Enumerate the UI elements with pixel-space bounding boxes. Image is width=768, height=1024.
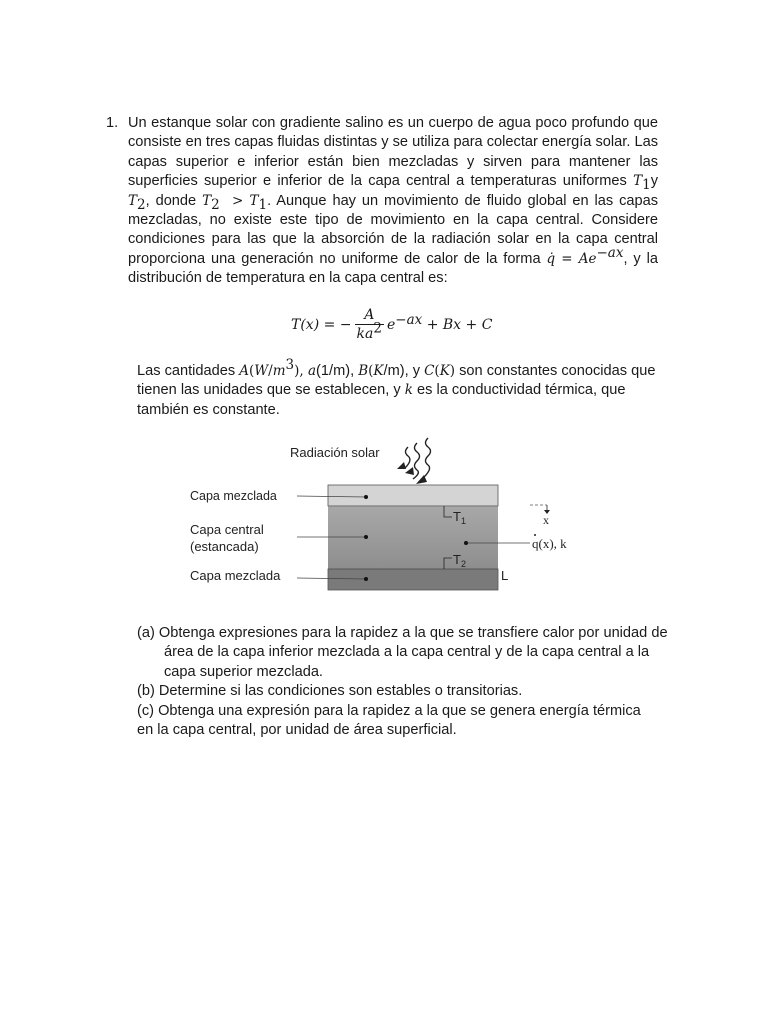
const-b-close: /m), y bbox=[383, 363, 425, 379]
leader-dot-central bbox=[364, 535, 368, 539]
radiation-arrow-icon bbox=[422, 438, 431, 479]
donde-text: , donde bbox=[145, 192, 203, 209]
const-b: B bbox=[358, 363, 369, 379]
var-t1: T bbox=[633, 173, 643, 190]
unit-m: m bbox=[272, 363, 286, 379]
const-a-low: a bbox=[307, 363, 317, 379]
const-c-close: ) bbox=[449, 363, 456, 379]
label-central-1: Capa central bbox=[190, 522, 264, 537]
const-post: son constantes conocidas que tienen las unidades que se establecen, y bbox=[137, 363, 656, 399]
const-pre: Las cantidades bbox=[137, 363, 240, 379]
const-a-open: ( bbox=[248, 363, 255, 379]
const-end: es la conductividad térmica, que también es constante. bbox=[137, 382, 626, 418]
label-l: L bbox=[501, 568, 509, 583]
unit-w: W bbox=[254, 363, 269, 379]
problem-number: 1. bbox=[106, 115, 119, 131]
unit-k1: K bbox=[373, 363, 384, 379]
const-k: k bbox=[404, 382, 413, 399]
qdot-dot bbox=[534, 534, 536, 536]
label-central-2: (estancada) bbox=[190, 539, 259, 554]
eq-numerator: A bbox=[364, 306, 375, 323]
central-layer bbox=[328, 506, 498, 569]
intro-text-1: Un estanque solar con gradiente salino es un cuerpo de agua poco profundo que consiste en tres capas fluidas distintas y se utiliza para colectar energía solar. Las capas superior e inferior están bien mezcladas y sirven para mantener las superficies superior e inferior de la capa central a temperaturas uniformes bbox=[128, 115, 658, 190]
radiation-label: Radiación solar bbox=[290, 445, 380, 460]
top-mixed-layer bbox=[328, 485, 498, 506]
var-t2-sub: 2 bbox=[137, 196, 146, 213]
eq-sign: = bbox=[555, 250, 579, 267]
arrowhead-icon bbox=[405, 467, 414, 475]
arrowhead-icon bbox=[397, 462, 406, 469]
eq-exp-base: e bbox=[386, 317, 396, 333]
label-t2: $T_2$ bbox=[453, 552, 466, 569]
radiation-wave-icon bbox=[405, 447, 410, 468]
eq-den-text: ka bbox=[356, 325, 374, 342]
intro-text-2: . Aunque hay un movimiento de fluido global en las capas mezcladas, no existe este tipo de movimiento en la capa central. Considere condiciones para las que la absorción de la radiación solar en la capa central proporciona una generación no uniforme de calor de la forma bbox=[128, 192, 659, 267]
const-a-unit: (1/m), bbox=[316, 363, 359, 379]
var-ae: Ae bbox=[578, 250, 597, 267]
cond-t1: T bbox=[249, 192, 259, 209]
leader-dot-bottom bbox=[364, 577, 368, 581]
label-top-layer: Capa mezclada bbox=[190, 489, 277, 503]
cond-gt: > bbox=[219, 192, 250, 209]
const-c: C bbox=[424, 363, 435, 379]
label-qk: q(x), k bbox=[532, 536, 567, 551]
unit-m-exp: 3 bbox=[285, 357, 295, 374]
question-b: (b) Determine si las condiciones son estables o transitorias. bbox=[137, 683, 523, 699]
const-a-cap: A bbox=[239, 363, 249, 379]
const-b-open: ( bbox=[368, 363, 374, 379]
eq-rhs: + Bx + C bbox=[422, 317, 493, 333]
var-qdot: q̇ bbox=[546, 250, 556, 267]
bottom-mixed-layer bbox=[328, 569, 498, 590]
const-c-open: ( bbox=[434, 363, 440, 379]
label-bottom-layer: Capa mezclada bbox=[190, 568, 281, 583]
question-c: (c) Obtenga una expresión para la rapidez a la que se genera energía térmica en la capa central, por unidad de área superficial. bbox=[137, 703, 641, 739]
unit-slash: / bbox=[268, 363, 273, 379]
cond-t2-sub: 2 bbox=[211, 196, 220, 213]
label-t1: $T_1$ bbox=[453, 509, 466, 526]
question-a: (a) Obtenga expresiones para la rapidez a la que se transfiere calor por unidad de área de la capa inferior mezclada a la capa central y de la capa central a la capa superior mezclada. bbox=[137, 625, 668, 680]
cond-t2: T bbox=[202, 192, 212, 209]
var-ae-exp: −ax bbox=[596, 244, 624, 261]
leader-dot-top bbox=[364, 495, 368, 499]
eq-den-exp: 2 bbox=[373, 319, 382, 336]
radiation-wave-icon bbox=[413, 443, 420, 479]
var-t1-sub: 1 bbox=[642, 177, 651, 194]
var-t2: T bbox=[128, 192, 138, 209]
intro-text-3: , y la distribución de temperatura en la capa central es: bbox=[128, 250, 658, 287]
leader-dot-qk bbox=[464, 541, 468, 545]
conj-y: y bbox=[650, 173, 658, 190]
const-a-close: ), bbox=[294, 363, 308, 379]
unit-k2: K bbox=[439, 363, 450, 379]
temperature-equation: T(x) = − $\frac{A}{ka^2}$ e $^{-ax}$ + Bx + C bbox=[291, 306, 493, 342]
eq-lhs: T(x) = − bbox=[291, 317, 352, 333]
label-x: x bbox=[543, 513, 549, 527]
cond-t1-sub: 1 bbox=[258, 196, 268, 213]
